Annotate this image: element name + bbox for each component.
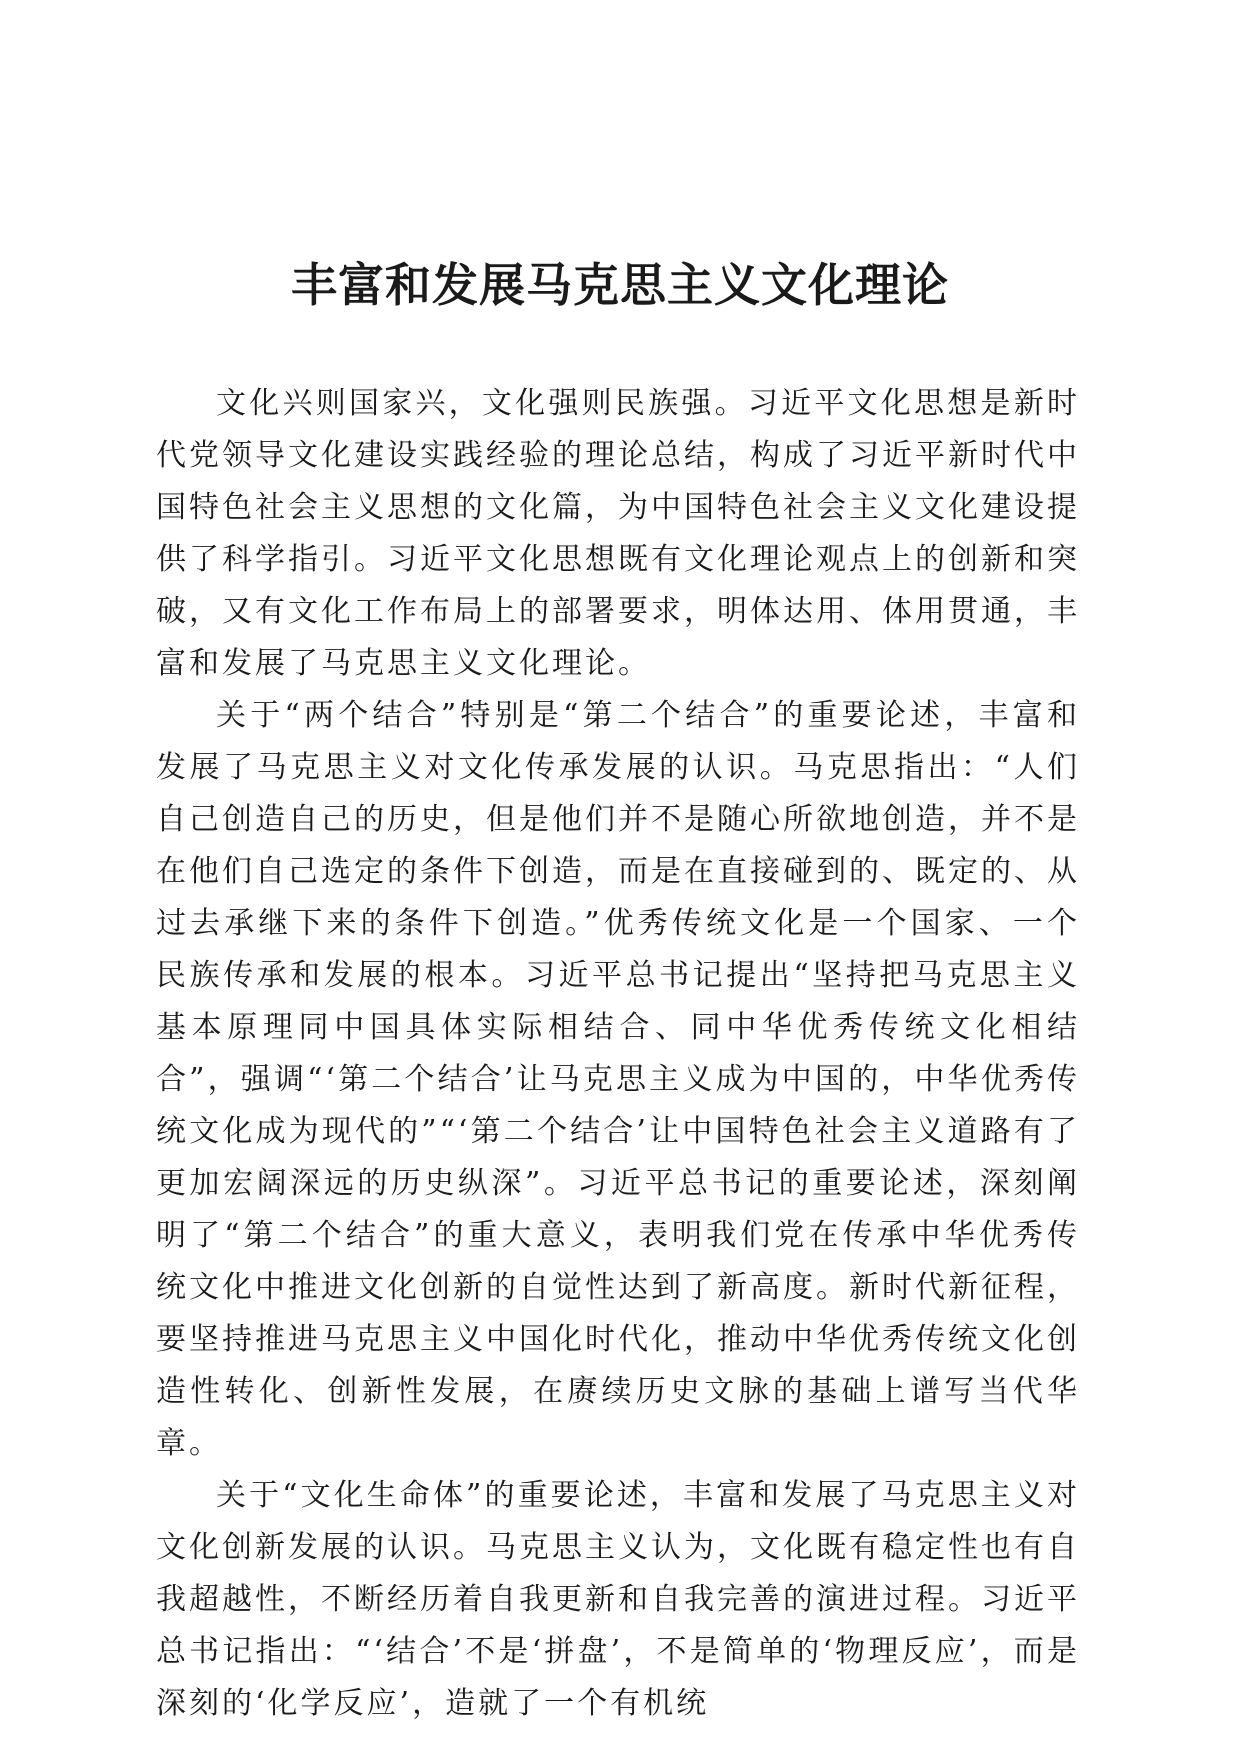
document-title: 丰富和发展马克思主义文化理论 <box>291 258 949 312</box>
paragraph-2: 关于“两个结合”特别是“第二个结合”的重要论述，丰富和发展了马克思主义对文化传承发展的认识。马克思指出：“人们自己创造自己的历史，但是他们并不是随心所欲地创造，并不是在他们自己选定的条件下创造，而是在直接碰到的、既定的、从过去承继下来的条件下创造。”优秀传统文化是一个国家、一个民族传承和发展的根本。习近平总书记提出“坚持把马克思主义基本原理同中国具体实际相结合、同中华优秀传统文化相结合”，强调“‘第二个结合’让马克思主义成为中国的，中华优秀传统文化成为现代的”“‘第二个结合’让中国特色社会主义道路有了更加宏阔深远的历史纵深”。习近平总书记的重要论述，深刻阐明了“第二个结合”的重大意义，表明我们党在传承中华优秀传统文化中推进文化创新的自觉性达到了新高度。新时代新征程，要坚持推进马克思主义中国化时代化，推动中华优秀传统文化创造性转化、创新性发展，在赓续历史文脉的基础上谱写当代华章。 <box>156 698 1080 1461</box>
paragraph-1: 文化兴则国家兴，文化强则民族强。习近平文化思想是新时代党领导文化建设实践经验的理论总结，构成了习近平新时代中国特色社会主义思想的文化篇，为中国特色社会主义文化建设提供了科学指引。习近平文化思想既有文化理论观点上的创新和突破，又有文化工作布局上的部署要求，明体达用、体用贯通，丰富和发展了马克思主义文化理论。 <box>156 386 1080 681</box>
paragraph-3: 关于“文化生命体”的重要论述，丰富和发展了马克思主义对文化创新发展的认识。马克思主义认为，文化既有稳定性也有自我超越性，不断经历着自我更新和自我完善的演进过程。习近平总书记指出：“‘结合’不是‘拼盘’，不是简单的‘物理反应’，而是深刻的‘化学反应’，造就了一个有机统 <box>156 1478 1080 1721</box>
document-body <box>156 378 1080 1730</box>
